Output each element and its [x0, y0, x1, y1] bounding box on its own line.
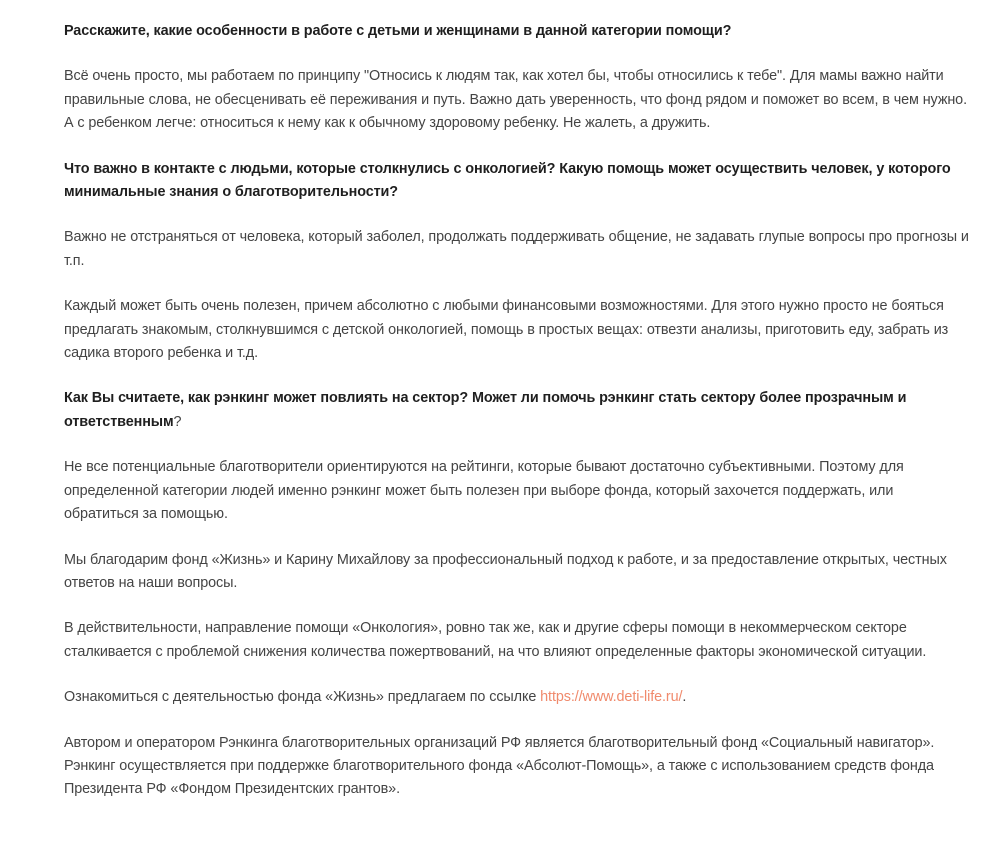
question-3-mark: ? — [173, 413, 182, 430]
answer-2-part-1: Важно не отстраняться от человека, который заболел, продолжать поддерживать общение, не задавать глупые вопросы про прогнозы и т.п. — [64, 229, 969, 269]
thanks-paragraph: Мы благодарим фонд «Жизнь» и Карину Михайлову за профессиональный подход к работе, и за предоставление открытых, честных ответов на наши вопросы. — [64, 551, 947, 591]
reality-paragraph: В действительности, направление помощи «Онкология», ровно так же, как и другие сферы помощи в некоммерческом секторе сталкивается с проблемой снижения количества пожертвований, на что влияют определенные факторы экономической ситуации. — [64, 620, 927, 660]
link-prefix: Ознакомиться с деятельностью фонда «Жизнь» предлагаем по ссылке — [64, 689, 541, 706]
answer-1: Всё очень просто, мы работаем по принципу "Относись к людям так, как хотел бы, чтобы относились к тебе". Для мамы важно найти правильные слова, не обесценивать её переживания и путь. Важно дать уверенность, что фонд рядом и поможет во всем, в чем нужно. А с ребенком легче: относиться к нему как к обычному здоровому ребенку. Не жалеть, а дружить. — [64, 68, 967, 132]
question-3-text: Как Вы считаете, как рэнкинг может повлиять на сектор? Может ли помочь рэнкинг стать сектору более прозрачным и ответственным — [64, 390, 907, 430]
fund-website-link[interactable]: https://www.deti-life.ru/ — [540, 689, 683, 706]
link-paragraph — [64, 686, 969, 709]
question-3 — [64, 387, 969, 434]
question-1: Расскажите, какие особенности в работе с детьми и женщинами в данной категории помощи? — [64, 23, 732, 39]
article-body — [64, 20, 969, 824]
footer-paragraph: Автором и оператором Рэнкинга благотворительных организаций РФ является благотворительный фонд «Социальный навигатор». Рэнкинг осуществляется при поддержке благотворительного фонда «Абсолют-Помощь», а также с использованием средств фонда Президента РФ «Фондом Президентских грантов». — [64, 734, 935, 798]
answer-3: Не все потенциальные благотворители ориентируются на рейтинги, которые бывают достаточно субъективными. Поэтому для определенной категории людей именно рэнкинг может быть полезен при выборе фонда, который захочется поддержать, или обратиться за помощью. — [64, 459, 904, 523]
answer-2-part-2: Каждый может быть очень полезен, причем абсолютно с любыми финансовыми возможностями. Для этого нужно просто не бояться предлагать знакомым, столкнувшимся с детской онкологией, помощь в простых вещах: отвезти анализы, приготовить еду, забрать из садика второго ребенка и т.д. — [64, 298, 949, 362]
question-2: Что важно в контакте с людьми, которые столкнулись с онкологией? Какую помощь может осуществить человек, у которого минимальные знания о благотворительности? — [64, 160, 951, 201]
link-suffix: . — [682, 689, 687, 706]
